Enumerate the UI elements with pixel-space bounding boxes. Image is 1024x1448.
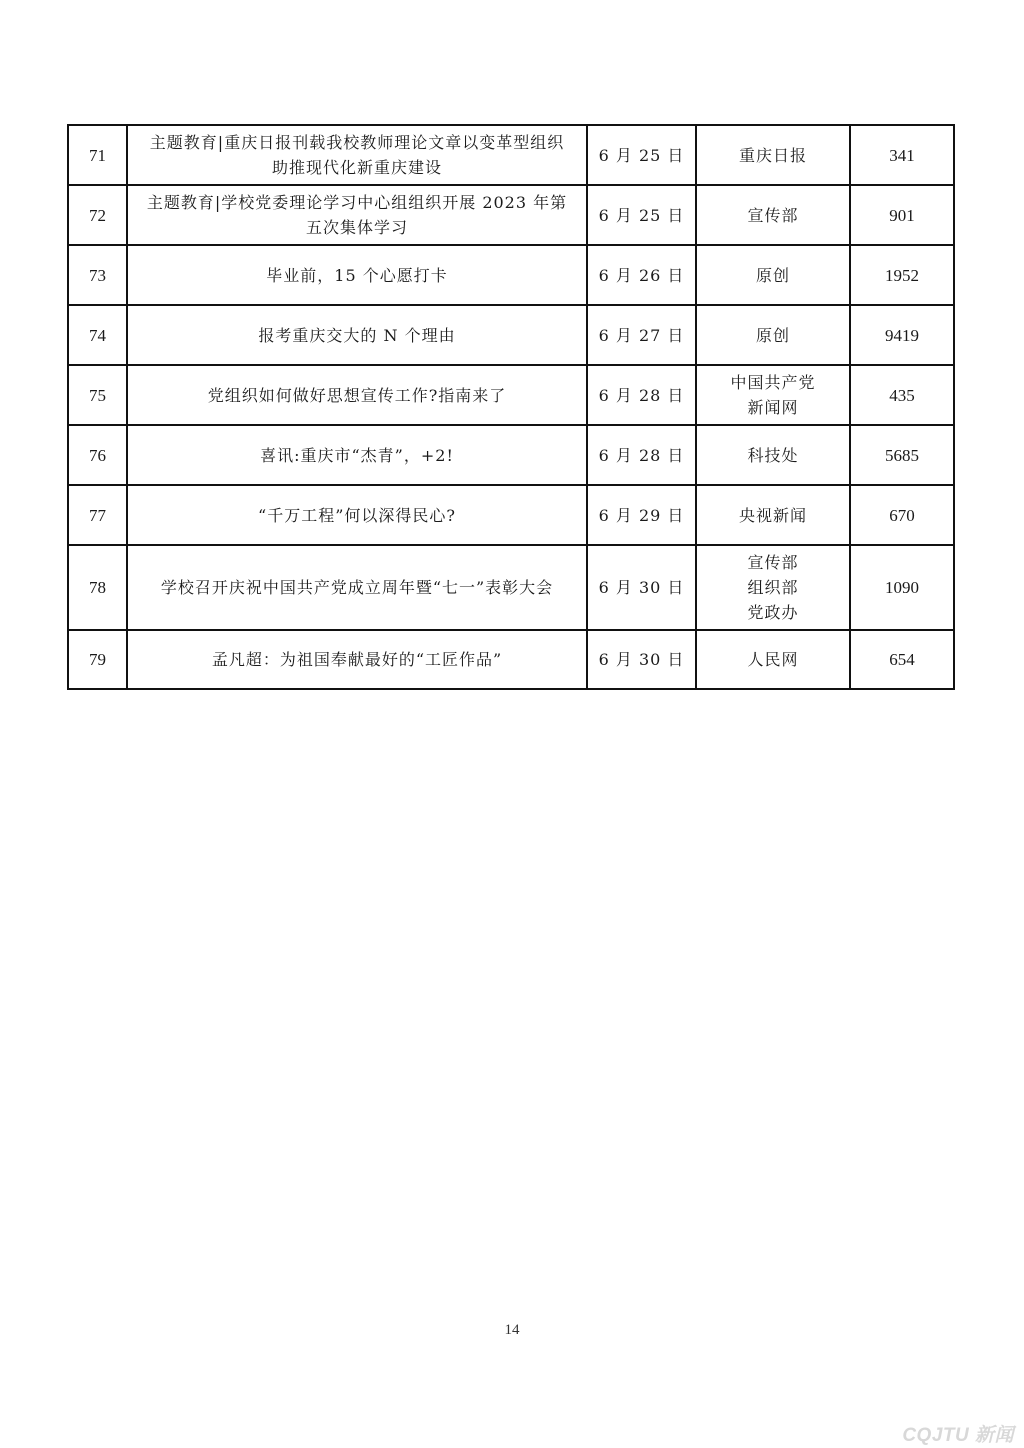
article-title-line: 报考重庆交大的 N 个理由 <box>258 325 456 345</box>
article-source-line: 原创 <box>755 265 790 285</box>
article-source <box>696 545 850 630</box>
row-number: 75 <box>68 365 127 425</box>
table-row <box>68 245 954 305</box>
article-source-line: 宣传部 <box>747 205 799 225</box>
row-number: 78 <box>68 545 127 630</box>
row-number: 77 <box>68 485 127 545</box>
publish-date: 6 月 30 日 <box>587 630 696 689</box>
view-count: 9419 <box>850 305 954 365</box>
article-source <box>696 365 850 425</box>
article-source-line: 宣传部 <box>747 553 799 572</box>
table-row <box>68 125 954 185</box>
article-title <box>127 365 587 425</box>
article-title <box>127 305 587 365</box>
article-title-line: 喜讯:重庆市“杰青”，+2! <box>260 445 454 465</box>
view-count: 1952 <box>850 245 954 305</box>
view-count: 5685 <box>850 425 954 485</box>
article-title <box>127 425 587 485</box>
article-source-line: 人民网 <box>747 650 799 669</box>
article-source-line: 新闻网 <box>747 398 799 417</box>
table-row <box>68 305 954 365</box>
article-source <box>696 485 850 545</box>
page-number: 14 <box>504 1322 520 1338</box>
view-count: 670 <box>850 485 954 545</box>
publish-date: 6 月 25 日 <box>587 185 696 245</box>
row-number: 76 <box>68 425 127 485</box>
view-count: 901 <box>850 185 954 245</box>
row-number: 74 <box>68 305 127 365</box>
table-row <box>68 425 954 485</box>
view-count: 654 <box>850 630 954 689</box>
article-title <box>127 245 587 305</box>
table-row <box>68 630 954 689</box>
article-source-line: 央视新闻 <box>738 505 807 525</box>
article-title <box>127 125 587 185</box>
publish-date: 6 月 26 日 <box>587 245 696 305</box>
publish-date: 6 月 29 日 <box>587 485 696 545</box>
article-source <box>696 185 850 245</box>
publish-date: 6 月 28 日 <box>587 365 696 425</box>
table-row <box>68 185 954 245</box>
article-source <box>696 245 850 305</box>
publish-date: 6 月 27 日 <box>587 305 696 365</box>
article-title <box>127 485 587 545</box>
view-count: 435 <box>850 365 954 425</box>
article-title <box>127 630 587 689</box>
article-title-line: 五次集体学习 <box>305 218 408 237</box>
article-source <box>696 305 850 365</box>
article-title-line: 主题教育|学校党委理论学习中心组组织开展 2023 年第 <box>146 193 568 212</box>
article-title-line: 助推现代化新重庆建设 <box>271 158 442 177</box>
table-body <box>68 125 954 689</box>
article-source-line: 重庆日报 <box>738 145 807 165</box>
article-title-line: “千万工程”何以深得民心? <box>258 505 456 525</box>
publish-date: 6 月 28 日 <box>587 425 696 485</box>
article-source-line: 中国共产党 <box>730 373 816 392</box>
table-row <box>68 485 954 545</box>
article-source <box>696 425 850 485</box>
article-title-line: 主题教育|重庆日报刊载我校教师理论文章以变革型组织 <box>149 133 565 152</box>
table-row <box>68 545 954 630</box>
article-source <box>696 125 850 185</box>
news-table <box>67 124 955 690</box>
row-number: 79 <box>68 630 127 689</box>
row-number: 73 <box>68 245 127 305</box>
watermark-logo: CQJTU 新闻 <box>902 1425 1014 1446</box>
view-count: 1090 <box>850 545 954 630</box>
article-title-line: 党组织如何做好思想宣传工作?指南来了 <box>207 385 507 405</box>
article-source-line: 科技处 <box>747 445 799 465</box>
publish-date: 6 月 30 日 <box>587 545 696 630</box>
article-title <box>127 185 587 245</box>
row-number: 72 <box>68 185 127 245</box>
article-source-line: 原创 <box>755 325 790 345</box>
view-count: 341 <box>850 125 954 185</box>
row-number: 71 <box>68 125 127 185</box>
article-title-line: 学校召开庆祝中国共产党成立周年暨“七一”表彰大会 <box>160 578 554 597</box>
article-title <box>127 545 587 630</box>
publish-date: 6 月 25 日 <box>587 125 696 185</box>
table-row <box>68 365 954 425</box>
article-title-line: 毕业前，15 个心愿打卡 <box>266 265 448 285</box>
news-table-container <box>67 124 953 690</box>
article-source-line: 组织部 <box>747 578 799 597</box>
article-source-line: 党政办 <box>747 603 799 622</box>
article-source <box>696 630 850 689</box>
article-title-line: 孟凡超：为祖国奉献最好的“工匠作品” <box>211 650 503 669</box>
